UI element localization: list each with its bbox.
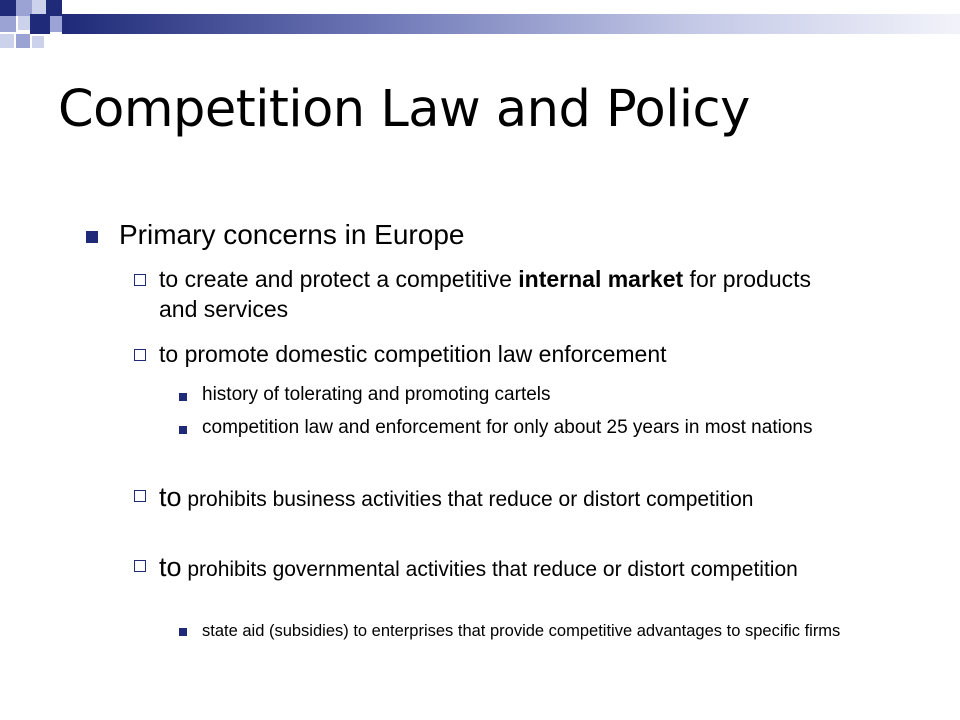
bullet-square-hollow [134,349,146,361]
bullet-square-small [179,426,187,434]
bullet-text-level3: competition law and enforcement for only about 25 years in most nations [202,417,813,438]
decor-square [0,34,14,48]
text-segment-lead: to [159,482,182,512]
text-segment-lead: to [159,552,182,582]
bullet-text-level3: state aid (subsidies) to enterprises that provide competitive advantages to specific firms [202,622,841,640]
bullet-square-hollow [134,274,146,286]
decor-square [32,36,44,48]
decor-square [50,16,62,32]
bullet-text-level2 [159,480,799,515]
text-segment: to create and protect a competitive [159,266,519,292]
decor-square [16,34,30,48]
bullet-square-small [179,628,187,636]
bullet-text-level1: Primary concerns in Europe [119,219,465,250]
bullet-square-hollow [134,560,146,572]
bullet-square-hollow [134,490,146,502]
decor-gradient-bar [62,14,960,34]
bullet-text-level3: history of tolerating and promoting cartels [202,384,551,405]
bullet-square-filled [86,231,98,243]
decor-square [30,14,50,34]
text-segment: for products and services [159,266,812,322]
slide-title: Competition Law and Policy [58,80,750,139]
decor-square [0,16,16,32]
bullet-square-small [179,393,187,401]
text-segment: prohibits business activities that reduce or distort competition [181,488,754,511]
bullet-text-level2 [159,265,819,325]
bullet-text-level2: to promote domestic competition law enforcement [159,341,667,367]
text-segment: prohibits governmental activities that reduce or distort competition [181,558,798,581]
bullet-text-level2 [159,550,859,585]
decor-square [32,0,46,14]
text-segment-bold: internal market [518,266,684,292]
decor-square [0,0,16,16]
